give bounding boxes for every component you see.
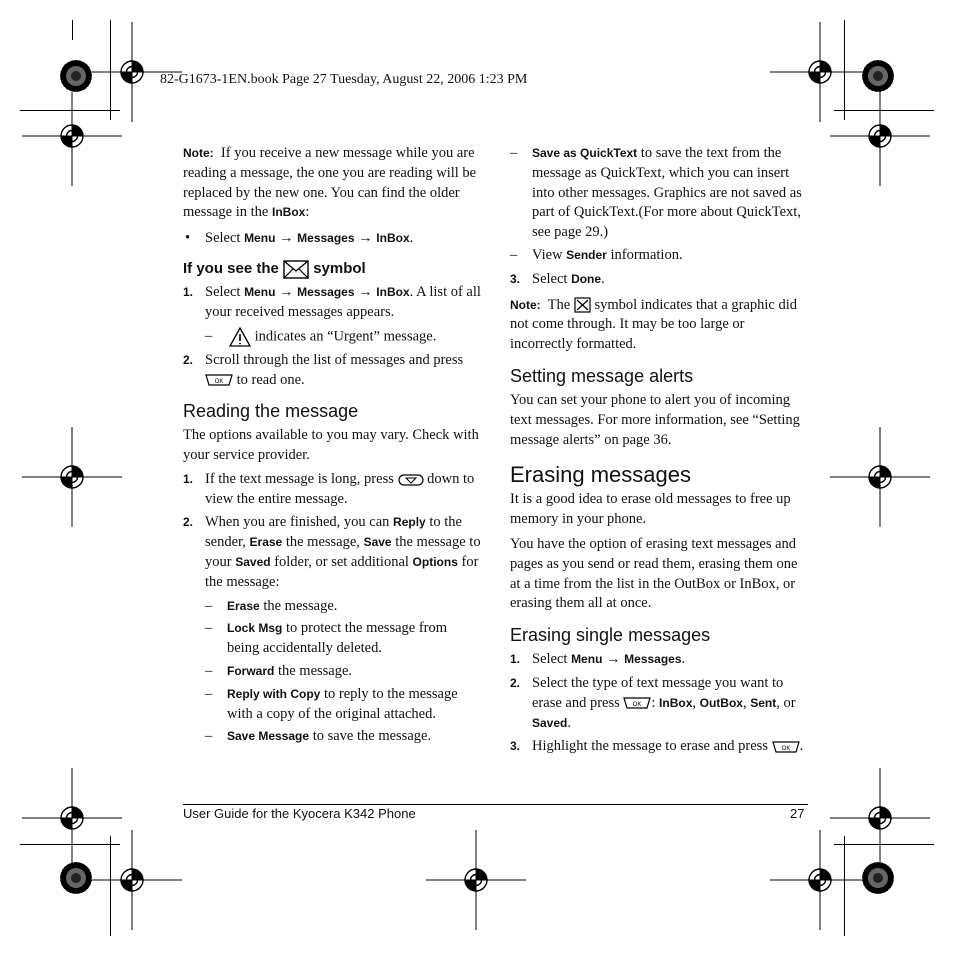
text: symbol indicates that a graphic did not come through. It may be too large or incorrectly formatted. (510, 296, 798, 353)
step-number: 3. (510, 271, 521, 286)
option-forward (183, 662, 481, 682)
note-end: : (305, 204, 310, 221)
period: . (681, 651, 686, 668)
alerts-text: You can set your phone to alert you of incoming text messages. For more information, see “Setting message alerts” on page 36. (510, 391, 800, 448)
text: Select (205, 283, 245, 300)
step-3-done (510, 270, 808, 290)
right-column (510, 144, 808, 757)
ok-key-icon (623, 697, 651, 709)
text: the message, (282, 534, 364, 551)
left-column (183, 144, 481, 747)
registration-mark-icon (830, 86, 930, 186)
text: to save the text from the message as QuickText, which you can insert into other messages. Graphics are not saved as part of QuickText.(For more about QuickText, see page 29.) (532, 145, 802, 241)
period: . (409, 230, 414, 247)
step-number: 3. (510, 739, 521, 754)
text: Select (532, 651, 572, 668)
key-sent: Sent (750, 695, 777, 710)
dash: – (510, 246, 518, 263)
dash: – (510, 145, 518, 161)
ok-key-icon (772, 741, 800, 753)
warning-icon (229, 327, 251, 347)
registration-mark-icon (770, 22, 870, 122)
key-reply-with-copy: Reply with Copy (227, 686, 321, 701)
key-outbox: OutBox (699, 695, 743, 710)
step-number: 1. (510, 652, 521, 667)
registration-mark-icon (82, 830, 182, 930)
page-number: 27 (790, 806, 805, 821)
step-number: 2. (183, 515, 194, 530)
key-save-message: Save Message (227, 729, 310, 744)
registration-mark-icon (830, 768, 930, 868)
erase-step-2 (510, 674, 808, 733)
text: . A list of all your received messages appears. (205, 283, 481, 320)
key-saved: Saved (235, 555, 271, 570)
graphic-note (510, 296, 808, 355)
arrow: → (358, 283, 373, 300)
key-inbox: InBox (376, 231, 410, 246)
step-2 (183, 351, 481, 391)
key-menu: Menu (244, 231, 276, 246)
reading-intro: The options available to you may vary. Check with your service provider. (183, 427, 479, 464)
registration-mark-icon (770, 830, 870, 930)
text: to the sender, (205, 514, 462, 551)
alerts-heading: Setting message alerts (510, 365, 694, 386)
text: The (547, 296, 571, 313)
key-lock-msg: Lock Msg (227, 621, 283, 636)
svg-text:OK: OK (781, 746, 790, 752)
nav-down-key-icon (398, 474, 424, 486)
envelope-icon (283, 260, 309, 279)
svg-text:OK: OK (633, 702, 642, 709)
dash: – (205, 685, 213, 702)
svg-text:OK: OK (214, 379, 224, 386)
text: If the text message is long, press (205, 470, 394, 487)
note-text: If you receive a new message while you are reading a message, the one you are reading will be replaced by the new one. You can find the older message in the (183, 145, 477, 221)
registration-mark-icon (22, 768, 122, 868)
broken-graphic-icon (574, 297, 591, 313)
reading-step-1 (183, 470, 481, 510)
text: Select (205, 230, 245, 247)
key-menu: Menu (244, 284, 276, 299)
text: : (651, 694, 660, 711)
key-reply: Reply (393, 515, 426, 530)
text: , (692, 694, 700, 711)
text: to reply to the message with a copy of the original attached. (227, 685, 458, 722)
text: to protect the message from being accidentally deleted. (227, 620, 448, 657)
note-key-inbox: InBox (272, 205, 306, 220)
text: indicates an “Urgent” message. (254, 327, 437, 344)
option-erase (183, 597, 481, 617)
text: . (799, 738, 804, 755)
key-inbox: InBox (376, 284, 410, 299)
option-lock (183, 619, 481, 659)
text: to read one. (236, 371, 305, 388)
text: , or (776, 694, 796, 711)
erasing-paragraph-1: It is a good idea to erase old messages to free up memory in your phone. (510, 491, 791, 528)
bullet-select-inbox (183, 229, 481, 249)
text: When you are finished, you can (205, 514, 394, 531)
heading-text: If you see the (183, 259, 279, 277)
ok-key-icon (205, 374, 233, 386)
option-save-message (183, 727, 481, 747)
text: the message to your (205, 534, 481, 571)
dash: – (205, 620, 213, 637)
text: Scroll through the list of messages and press (205, 351, 464, 368)
key-erase: Erase (227, 598, 260, 613)
registration-mark-icon (426, 830, 526, 930)
option-view-sender (488, 246, 808, 266)
text: for the message: (205, 554, 479, 590)
key-inbox: InBox (659, 695, 693, 710)
arrow: → (279, 283, 294, 300)
dash: – (205, 663, 213, 680)
key-save: Save (363, 535, 392, 550)
text: View (532, 246, 567, 263)
reading-heading: Reading the message (183, 401, 359, 422)
option-save-quicktext (488, 144, 808, 243)
urgent-note (183, 327, 481, 347)
arrow: → (606, 651, 621, 668)
text: down to view the entire message. (205, 470, 475, 507)
text: to save the message. (309, 728, 432, 745)
footer-guide-title: User Guide for the Kyocera K342 Phone (183, 806, 416, 821)
erase-step-3 (510, 737, 808, 757)
text: folder, or set additional (270, 554, 413, 571)
note-label: Note: (510, 297, 541, 312)
text: Highlight the message to erase and press (532, 738, 768, 755)
arrow: → (358, 230, 373, 247)
erasing-heading: Erasing messages (510, 462, 691, 488)
footer-rule (183, 804, 808, 805)
arrow: → (279, 230, 294, 247)
dash: – (205, 327, 213, 344)
dash: – (205, 597, 213, 614)
registration-mark-icon (22, 427, 122, 527)
print-header: 82-G1673-1EN.book Page 27 Tuesday, August 22, 2006 1:23 PM (160, 72, 528, 87)
step-number: 2. (183, 352, 194, 367)
key-erase: Erase (249, 535, 283, 550)
text: , (742, 694, 751, 711)
erasing-paragraph-2: You have the option of erasing text messages and pages as you send or read them, erasing them one at a time from the list in the OutBox or InBox, or erasing them all at once. (510, 535, 798, 612)
key-messages: Messages (624, 652, 682, 667)
key-saved: Saved (532, 715, 568, 730)
symbol-heading (183, 259, 481, 279)
key-forward: Forward (227, 664, 275, 679)
key-messages: Messages (297, 231, 355, 246)
period: . (601, 270, 605, 287)
reading-step-2 (183, 513, 481, 592)
note-paragraph (183, 144, 481, 223)
color-bar-icon (862, 862, 894, 894)
single-heading: Erasing single messages (510, 625, 711, 646)
step-number: 1. (183, 284, 194, 299)
dash: – (205, 728, 213, 745)
heading-text: symbol (313, 259, 366, 277)
key-sender: Sender (566, 247, 607, 262)
note-label: Note: (183, 146, 214, 160)
text: Select (532, 270, 572, 287)
erase-step-1 (510, 650, 808, 670)
option-reply-with-copy (183, 685, 481, 725)
step-1 (183, 283, 481, 323)
color-bar-icon (60, 862, 92, 894)
step-number: 1. (183, 471, 194, 486)
text: the message. (274, 663, 353, 680)
text: Select the type of text message you want to erase and press (532, 674, 784, 711)
key-done: Done (571, 271, 602, 286)
text: information. (606, 246, 683, 263)
bullet: • (185, 230, 191, 247)
key-menu: Menu (571, 652, 603, 667)
registration-mark-icon (830, 427, 930, 527)
period: . (567, 714, 571, 731)
text: the message. (259, 597, 338, 614)
step-number: 2. (510, 675, 521, 690)
color-bar-icon (862, 60, 894, 92)
key-options: Options (412, 555, 458, 570)
key-messages: Messages (297, 284, 355, 299)
key-save-as-quicktext: Save as QuickText (532, 146, 638, 160)
registration-mark-icon (22, 86, 122, 186)
color-bar-icon (60, 60, 92, 92)
